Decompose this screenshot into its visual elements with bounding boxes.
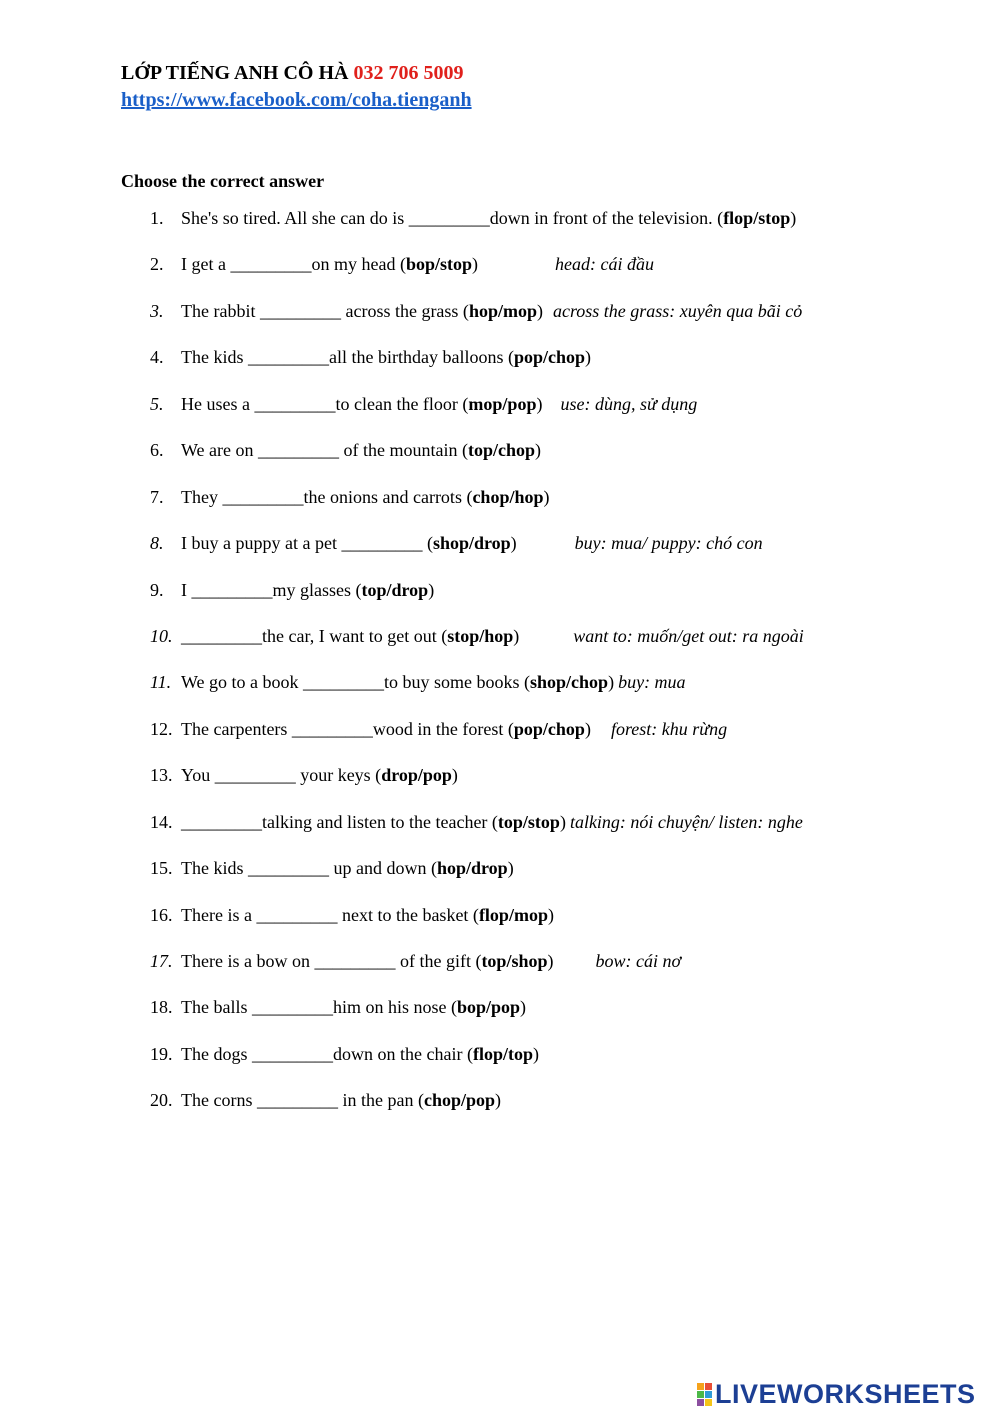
question-text: The corns _________ in the pan (: [181, 1090, 424, 1111]
closing-paren: ): [547, 904, 554, 925]
closing-paren: ): [510, 533, 517, 554]
closing-paren: ): [547, 951, 554, 971]
question-item: [150, 809, 804, 855]
class-title-line: [121, 60, 472, 87]
answer-options: hop/drop: [436, 858, 508, 879]
closing-paren: ): [513, 625, 520, 646]
logo-square: [697, 1383, 704, 1390]
vocab-note: bow: cái nơ: [595, 951, 682, 971]
vocab-note: want to: muốn/get out: ra ngoài: [573, 625, 804, 646]
question-text: The kids _________ up and down (: [181, 858, 437, 879]
question-number: 14.: [150, 811, 173, 832]
question-item: [150, 623, 804, 669]
question-text: I buy a puppy at a pet _________ (: [181, 533, 433, 554]
answer-options: top/stop: [497, 811, 560, 832]
question-text: _________the car, I want to get out (: [181, 625, 448, 646]
answer-options: flop/top: [472, 1043, 533, 1064]
question-number: 11.: [150, 672, 172, 693]
question-number: 3.: [150, 300, 164, 321]
question-number: 4.: [150, 347, 164, 368]
question-text: We go to a book _________to buy some books (: [181, 672, 531, 693]
closing-paren: ): [535, 440, 542, 461]
question-number: 19.: [150, 1043, 173, 1064]
question-item: [150, 669, 804, 715]
question-text: The carpenters _________wood in the forest (: [181, 718, 514, 739]
answer-options: top/chop: [467, 440, 536, 461]
question-text: She's so tired. All she can do is _________down in front of the television. (: [181, 208, 724, 228]
question-number: 1.: [150, 208, 164, 228]
answer-options: stop/hop: [447, 625, 514, 646]
question-item: [150, 716, 804, 762]
answer-options: hop/mop: [468, 300, 537, 321]
question-item: [150, 298, 804, 344]
answer-options: bop/pop: [456, 997, 521, 1018]
question-number: 13.: [150, 765, 173, 786]
answer-options: pop/chop: [513, 347, 585, 368]
question-text: There is a _________ next to the basket (: [181, 904, 479, 925]
question-item: [150, 902, 804, 948]
answer-options: chop/pop: [423, 1090, 495, 1111]
vocab-note: talking: nói chuyện/ listen: nghe: [569, 811, 803, 832]
closing-paren: ): [543, 486, 550, 507]
question-item: [150, 855, 804, 901]
question-number: 7.: [150, 486, 164, 507]
answer-options: flop/stop: [723, 208, 791, 228]
question-item: [150, 1087, 804, 1133]
answer-options: top/shop: [481, 951, 548, 971]
question-text: He uses a _________to clean the floor (: [181, 393, 469, 414]
closing-paren: ): [585, 347, 591, 368]
answer-options: top/drop: [361, 579, 429, 600]
question-number: 12.: [150, 718, 173, 739]
liveworksheets-logo[interactable]: [697, 1380, 976, 1408]
liveworksheets-logo-icon: [697, 1383, 712, 1406]
question-text: They _________the onions and carrots (: [181, 486, 473, 507]
closing-paren: ): [536, 393, 543, 414]
answer-options: pop/chop: [513, 718, 585, 739]
question-text: We are on _________ of the mountain (: [181, 440, 468, 461]
closing-paren: ): [790, 208, 797, 228]
closing-paren: ): [532, 1043, 539, 1064]
question-text: _________talking and listen to the teacher (: [181, 811, 498, 832]
closing-paren: ): [559, 811, 566, 832]
logo-square: [705, 1391, 712, 1398]
question-item: [150, 205, 804, 251]
question-text: The balls _________him on his nose (: [181, 997, 457, 1018]
question-text: The dogs _________down on the chair (: [181, 1043, 473, 1064]
answer-options: drop/pop: [381, 765, 452, 786]
closing-paren: ): [507, 858, 514, 879]
question-text: I _________my glasses (: [181, 579, 362, 600]
answer-options: flop/mop: [478, 904, 548, 925]
answer-options: mop/pop: [468, 393, 537, 414]
question-text: I get a _________on my head (: [181, 254, 406, 275]
answer-options: bop/stop: [405, 254, 472, 275]
question-number: 10.: [150, 625, 173, 646]
liveworksheets-logo-text: LIVEWORKSHEETS: [715, 1379, 976, 1409]
closing-paren: ): [608, 672, 615, 693]
answer-options: shop/chop: [530, 672, 609, 693]
question-text: The rabbit _________ across the grass (: [181, 300, 469, 321]
question-item: [150, 484, 804, 530]
question-item: [150, 948, 804, 994]
question-item: [150, 437, 804, 483]
vocab-note: head: cái đầu: [555, 254, 654, 275]
question-text: You _________ your keys (: [181, 765, 382, 786]
question-number: 16.: [150, 904, 173, 925]
question-number: 5.: [150, 393, 164, 414]
question-list: [150, 205, 804, 1134]
question-item: [150, 391, 804, 437]
closing-paren: ): [536, 300, 543, 321]
worksheet-header: [121, 60, 472, 113]
vocab-note: use: dùng, sử dụng: [560, 393, 698, 414]
answer-options: shop/drop: [432, 533, 511, 554]
vocab-note: buy: mua: [618, 672, 686, 693]
vocab-note: forest: khu rừng: [610, 718, 728, 739]
question-text: The kids _________all the birthday balloons (: [181, 347, 514, 368]
logo-square: [697, 1391, 704, 1398]
question-number: 20.: [150, 1090, 173, 1111]
vocab-note: across the grass: xuyên qua bãi cỏ: [552, 300, 803, 321]
facebook-link[interactable]: https://www.facebook.com/coha.tienganh: [121, 89, 472, 111]
question-item: [150, 762, 804, 808]
question-text: There is a bow on _________ of the gift (: [181, 951, 482, 971]
logo-square: [697, 1399, 704, 1406]
logo-square: [705, 1399, 712, 1406]
closing-paren: ): [451, 765, 458, 786]
question-number: 6.: [150, 440, 164, 461]
question-number: 18.: [150, 997, 173, 1018]
question-item: [150, 994, 804, 1040]
question-number: 2.: [150, 254, 164, 275]
question-item: [150, 251, 804, 297]
vocab-note: buy: mua/ puppy: chó con: [574, 533, 763, 554]
closing-paren: ): [428, 579, 435, 600]
question-number: 8.: [150, 533, 164, 554]
closing-paren: ): [472, 254, 478, 275]
question-item: [150, 577, 804, 623]
answer-options: chop/hop: [472, 486, 544, 507]
question-number: 15.: [150, 858, 173, 879]
logo-square: [705, 1383, 712, 1390]
question-number: 17.: [150, 951, 173, 971]
closing-paren: ): [584, 718, 591, 739]
closing-paren: ): [520, 997, 527, 1018]
phone-number: 032 706 5009: [353, 62, 464, 84]
question-item: [150, 344, 804, 390]
class-title: LỚP TIẾNG ANH CÔ HÀ: [121, 62, 349, 84]
instruction-heading: Choose the correct answer: [121, 171, 325, 191]
question-number: 9.: [150, 579, 164, 600]
question-item: [150, 1041, 804, 1087]
question-item: [150, 530, 804, 576]
closing-paren: ): [495, 1090, 501, 1111]
